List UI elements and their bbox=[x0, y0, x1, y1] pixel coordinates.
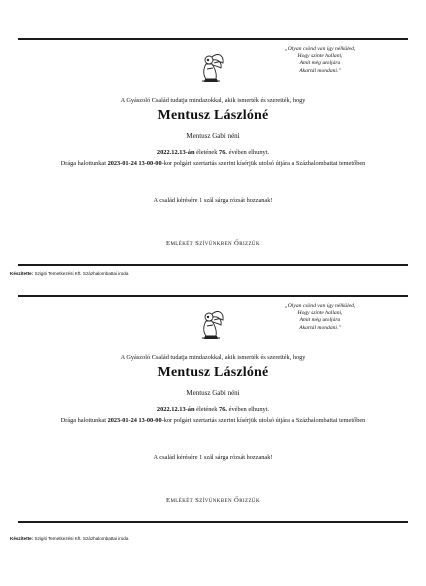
deceased-name: Mentusz Lászlóné bbox=[157, 108, 269, 123]
deceased-name: Mentusz Lászlóné bbox=[157, 365, 269, 380]
intro-text: A Gyászoló Család tudatja mindazokkal, akik ismerték és szerették, hogy bbox=[120, 354, 306, 361]
nickname: Mentusz Gabi néni bbox=[186, 389, 240, 397]
memory-line: Emlékét Szívünkben Őrizzük bbox=[166, 497, 260, 504]
memorial-quote: „Olyan csönd van így nélküled, Hogy szinte hallani, Amit még utoljára Akartál mondani." bbox=[284, 46, 356, 74]
family-request: A család kérésére 1 szál sárga rózsát hozzanak! bbox=[153, 454, 273, 461]
funeral-text: Drága halottunkat 2023-01-24 13-00-00-kor polgári szertartás szerint kísérjük utolsó útjára a Százhalombattai temetőben bbox=[60, 160, 366, 167]
nickname: Mentusz Gabi néni bbox=[186, 132, 240, 140]
intro-text: A Gyászoló Család tudatja mindazokkal, akik ismerték és szerették, hogy bbox=[120, 97, 306, 104]
obituary-card bbox=[18, 38, 408, 266]
angel-icon bbox=[196, 51, 226, 85]
maker-credit: Készítette: Szigiti Temetkezési Kft. Százhalombattai iroda bbox=[10, 271, 129, 276]
obituary-card bbox=[18, 295, 408, 523]
death-text: 2022.12.13-án életének 76. évében elhunyt. bbox=[156, 406, 270, 413]
memory-line: Emlékét Szívünkben Őrizzük bbox=[166, 240, 260, 247]
angel-icon bbox=[196, 308, 226, 342]
funeral-text: Drága halottunkat 2023-01-24 13-00-00-kor polgári szertartás szerint kísérjük utolsó útjára a Százhalombattai temetőben bbox=[60, 417, 366, 424]
family-request: A család kérésére 1 szál sárga rózsát hozzanak! bbox=[153, 197, 273, 204]
maker-credit: Készítette: Szigiti Temetkezési Kft. Százhalombattai iroda bbox=[10, 536, 129, 541]
memorial-quote: „Olyan csönd van így nélküled, Hogy szinte hallani, Amit még utoljára Akartál mondani." bbox=[284, 303, 356, 331]
death-text: 2022.12.13-án életének 76. évében elhunyt. bbox=[156, 149, 270, 156]
